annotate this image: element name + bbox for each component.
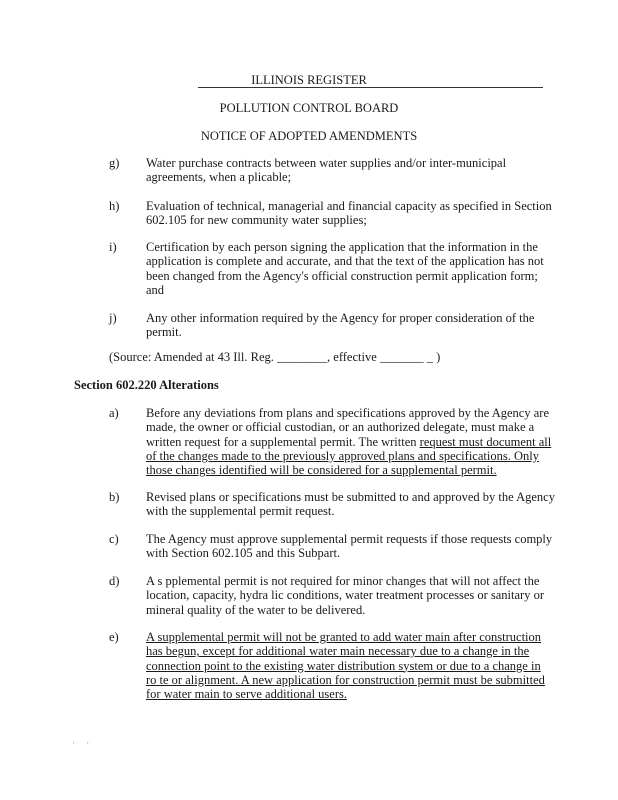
item-d-marker: d) [109, 574, 120, 588]
item-a-line [146, 435, 551, 449]
item-g-line: agreements, when a plicable; [146, 170, 292, 185]
item-a-line: Before any deviations from plans and specifications approved by the Agency are [146, 406, 549, 420]
scan-speck: · · [72, 738, 90, 748]
underlined-amendment: of the changes made to the previously approved plans and specifications. Only [146, 448, 539, 463]
notice-title: NOTICE OF ADOPTED AMENDMENTS [200, 129, 418, 143]
item-d-line: location, capacity, hydra lic conditions, water treatment processes or sanitary or [146, 588, 545, 603]
item-d-line: A s pplemental permit is not required for minor changes that will not affect the [146, 574, 540, 588]
item-i-line: been changed from the Agency's official construction permit application form; [146, 268, 538, 283]
item-j-line: Any other information required by the Agency for proper consideration of the [146, 311, 535, 325]
item-i-line: Certification by each person signing the application that the information in the [146, 240, 538, 254]
underlined-amendment: for water main to serve additional users. [146, 687, 347, 702]
item-i-marker: i) [109, 240, 117, 254]
item-c-line: with Section 602.105 and this Subpart. [146, 546, 341, 561]
item-h-text [146, 199, 552, 228]
board-title: POLLUTION CONTROL BOARD [219, 101, 399, 115]
item-b-marker: b) [109, 490, 120, 504]
underlined-amendment: A supplemental permit will not be granted to add water main after construction [146, 630, 542, 644]
item-d-line: mineral quality of the water to be delivered. [146, 602, 366, 617]
item-j-marker: j) [109, 311, 117, 325]
underlined-amendment: those changes identified will be considered for a supplemental permit. [146, 463, 497, 478]
item-g-marker: g) [109, 156, 120, 170]
item-i-text [146, 240, 544, 297]
item-b-line: with the supplemental permit request. [146, 504, 335, 519]
register-title: ILLINOIS REGISTER [251, 73, 367, 87]
item-j-line: permit. [146, 325, 182, 340]
item-e-text [146, 630, 545, 701]
underlined-amendment: ro te or alignment. A new application for construction permit must be submitted [146, 672, 545, 687]
item-e-marker: e) [109, 630, 119, 644]
item-a-text [146, 406, 551, 477]
item-a-line-part: written request for a supplemental permit. The written [146, 434, 420, 449]
underlined-amendment: has begun, except for additional water main necessary due to a change in the [146, 644, 530, 659]
item-a-marker: a) [109, 406, 119, 420]
item-c-text [146, 532, 552, 561]
item-c-marker: c) [109, 532, 119, 546]
item-i-line: and [146, 282, 165, 297]
item-g-line: Water purchase contracts between water supplies and/or inter-municipal [146, 156, 507, 170]
item-c-line: The Agency must approve supplemental permit requests if those requests comply [146, 532, 553, 546]
item-h-line: 602.105 for new community water supplies; [146, 213, 367, 228]
item-j-text [146, 311, 534, 340]
item-a-line: made, the owner or official custodian, or an authorized delegate, must make a [146, 420, 535, 435]
header-rule [198, 87, 543, 88]
underlined-amendment: request must document all [419, 434, 552, 449]
item-b-text [146, 490, 555, 519]
item-h-line: Evaluation of technical, managerial and financial capacity as specified in Section [146, 199, 552, 213]
item-i-line: application is complete and accurate, and that the text of the application has not [146, 254, 544, 269]
item-b-line: Revised plans or specifications must be submitted to and approved by the Agency [146, 490, 555, 504]
section-heading: Section 602.220 Alterations [74, 378, 219, 392]
underlined-amendment: connection point to the existing water distribution system or due to a change in [146, 658, 541, 673]
item-g-text [146, 156, 506, 185]
item-d-text [146, 574, 544, 617]
item-h-marker: h) [109, 199, 120, 213]
source-note: (Source: Amended at 43 Ill. Reg. ________, effective _______ _ ) [109, 350, 441, 364]
